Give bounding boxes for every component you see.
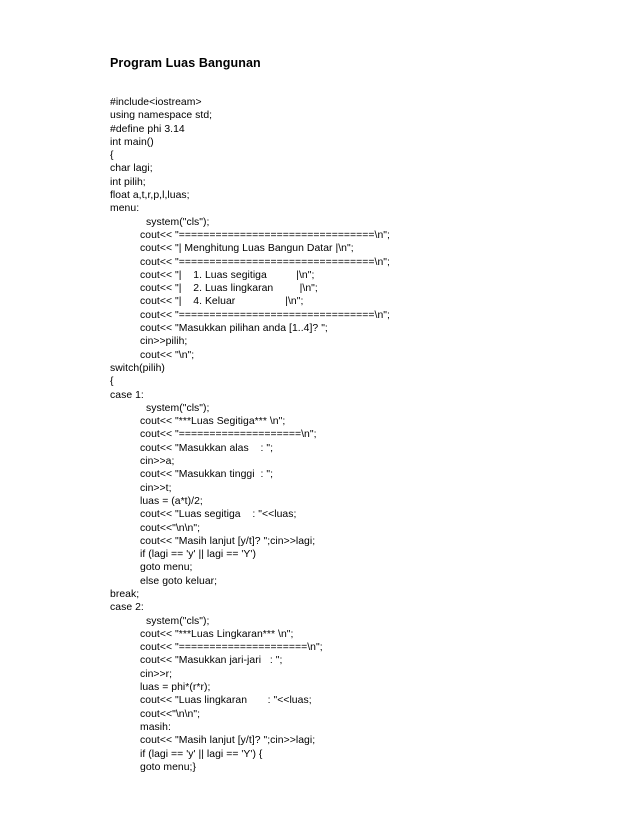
code-line: cout<< "| 2. Luas lingkaran |\n"; [140, 283, 318, 295]
code-line: case 2: [110, 602, 144, 614]
code-line: cout<< "Masih lanjut [y/t]? ";cin>>lagi; [140, 535, 316, 547]
code-line: menu: [110, 203, 140, 215]
code-line: cout<<"\n\n"; [140, 522, 201, 534]
code-line: #include<iostream> [110, 97, 202, 108]
code-line: cout<< "================================\n"; [140, 256, 390, 268]
code-line: cout<< "Masukkan jari-jari : "; [140, 655, 283, 667]
code-line: cout<< "Luas segitiga : "<<luas; [140, 509, 297, 521]
code-line: cout<< "| 1. Luas segitiga |\n"; [140, 269, 315, 281]
code-line: #define phi 3.14 [110, 123, 185, 135]
code-line: float a,t,r,p,l,luas; [110, 190, 190, 202]
code-line: cout<< "Masih lanjut [y/t]? ";cin>>lagi; [140, 735, 316, 747]
code-line: if (lagi == 'y' || lagi == 'Y') { [140, 748, 263, 760]
code-line: cout<< "| 4. Keluar |\n"; [140, 296, 304, 308]
document-title: Program Luas Bangunan [110, 56, 261, 70]
code-line: if (lagi == 'y' || lagi == 'Y') [140, 549, 256, 561]
code-line: { [110, 150, 114, 162]
code-line: cin>>t; [140, 482, 172, 494]
code-line: luas = (a*t)/2; [140, 495, 203, 507]
code-line: masih: [140, 721, 171, 733]
code-line: int main() [110, 136, 154, 148]
code-line: cout<< "***Luas Segitiga*** \n"; [140, 416, 286, 428]
code-line: system("cls"); [146, 402, 210, 414]
code-line: using namespace std; [110, 110, 213, 122]
code-line: system("cls"); [146, 216, 210, 228]
code-listing [110, 96, 390, 774]
code-line: cin>>a; [140, 456, 175, 468]
code-line: { [110, 376, 114, 388]
code-line: cout<< "Masukkan alas : "; [140, 442, 274, 454]
code-line: cout<< "\n"; [140, 349, 195, 361]
code-line: cin>>pilih; [140, 336, 188, 348]
code-line: cout<< "Luas lingkaran : "<<luas; [140, 695, 312, 707]
code-line: cout<< "Masukkan pilihan anda [1..4]? "; [140, 323, 328, 335]
code-line: luas = phi*(r*r); [140, 682, 211, 694]
code-line: case 1: [110, 389, 144, 401]
code-line: cout<< "================================\n"; [140, 229, 390, 241]
code-line: cout<< "================================\n"; [140, 309, 390, 321]
code-line: cout<< "***Luas Lingkaran*** \n"; [140, 628, 294, 640]
code-line: goto menu; [140, 562, 193, 574]
code-line: cout<< "=====================\n"; [140, 642, 323, 654]
code-line: break; [110, 588, 140, 600]
code-line: cout<<"\n\n"; [140, 708, 201, 720]
code-line: cout<< "Masukkan tinggi : "; [140, 469, 274, 481]
code-line: else goto keluar; [140, 575, 218, 587]
code-line: char lagi; [110, 163, 153, 175]
code-line: cout<< "| Menghitung Luas Bangun Datar |\n"; [140, 243, 354, 255]
code-line: cout<< "====================\n"; [140, 429, 317, 441]
code-line: switch(pilih) [110, 362, 165, 374]
code-line: cin>>r; [140, 668, 173, 680]
code-line: int pilih; [110, 176, 146, 188]
code-line: goto menu;} [140, 761, 197, 773]
code-line: system("cls"); [146, 615, 210, 627]
